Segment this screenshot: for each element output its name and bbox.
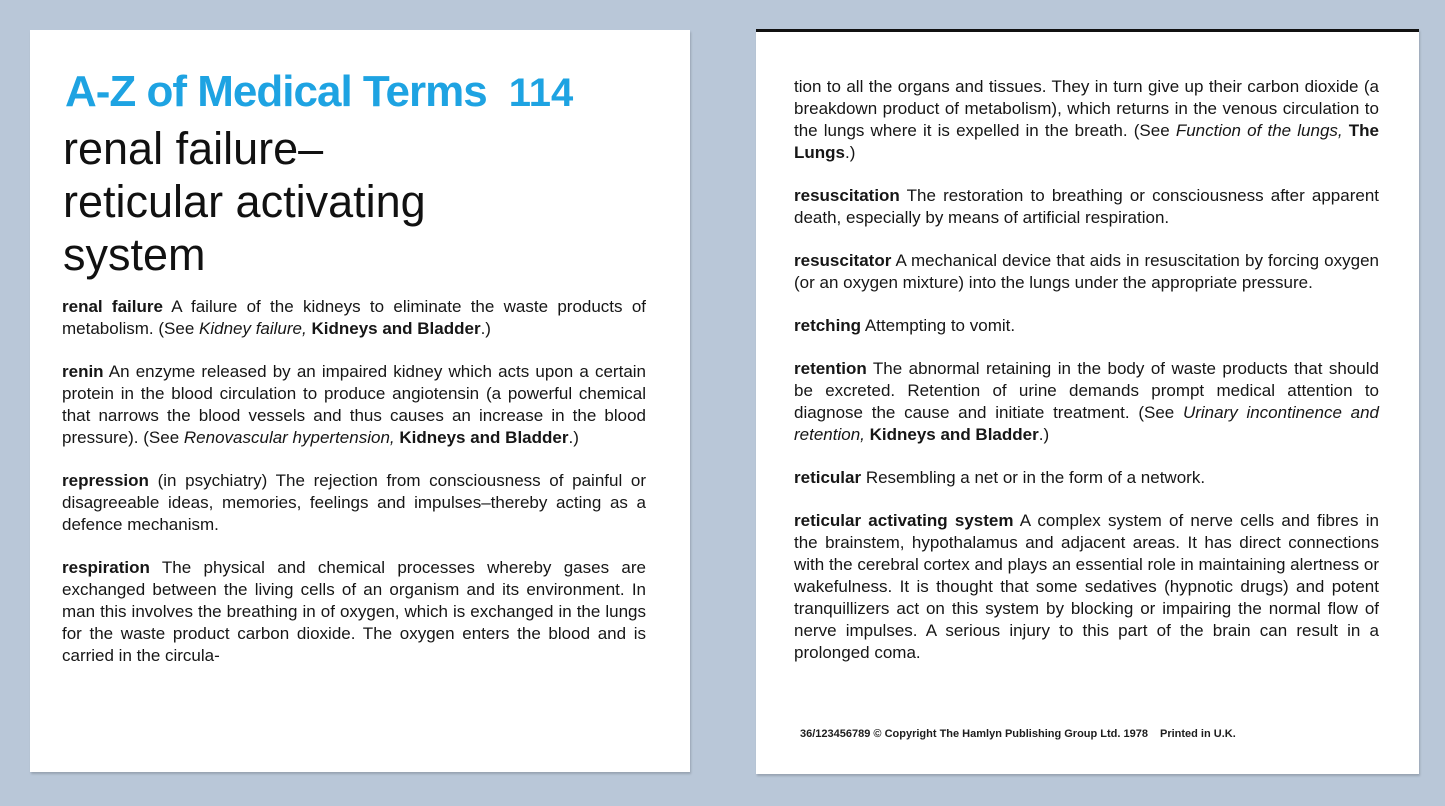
entry-definition: An enzyme released by an impaired kidney which acts upon a certain protein in the blood circulation to produce angiotensin (a powerful chemical that narrows the blood vessels and thus causes an increase in the blood pressure). (See: [62, 362, 646, 447]
copyright-footer: [800, 728, 1236, 740]
entry-term: respiration: [62, 558, 150, 577]
copyright-text: 36/123456789 © Copyright The Hamlyn Publishing Group Ltd. 1978: [800, 728, 1148, 740]
card-back: [756, 29, 1419, 774]
entry-end: .): [480, 319, 491, 338]
entry-definition: Resembling a net or in the form of a network.: [861, 468, 1206, 487]
glossary-entry: [62, 296, 646, 340]
entry-definition: A complex system of nerve cells and fibres in the brainstem, hypothalamus and adjacent areas. It has direct connections with the cerebral cortex and plays an essential role in maintaining alertness or wakefulness. It is thought that some sedatives (hypnotic drugs) and potent tranquillizers act on this system by blocking or impairing the normal flow of nerve impulses. A serious injury to this part of the brain can result in a prolonged coma.: [794, 511, 1380, 662]
entry-term: reticular activating system: [794, 511, 1014, 530]
entry-definition: The abnormal retaining in the body of waste products that should be excreted. Retention of urine demands prompt medical attention to diagnose the cause and initiate treatment. (See: [794, 359, 1379, 422]
range-title-line: system: [63, 229, 206, 280]
entry-term: repression: [62, 471, 149, 490]
entry-definition: A failure of the kidneys to eliminate the waste products of metabolism. (See: [62, 297, 647, 338]
entry-definition: (in psychiatry) The rejection from consciousness of painful or disagreeable ideas, memories, feelings and impulses–thereby acting as a defence mechanism.: [62, 471, 646, 534]
entry-definition: The physical and chemical processes whereby gases are exchanged between the living cells of an organism and its environment. In man this involves the breathing in of oxygen, which is exchanged in the lungs for the waste product carbon dioxide. The oxygen enters the blood and is carried in the circula-: [62, 558, 646, 665]
glossary-entry: [794, 185, 1379, 229]
entry-term: resuscitation: [794, 186, 900, 205]
see-reference-italic: Urinary incontinence and retention,: [794, 403, 1379, 444]
glossary-entry: [62, 470, 646, 536]
glossary-entry: [62, 557, 646, 667]
entry-term: retching: [794, 316, 862, 335]
see-reference-italic: Kidney failure,: [199, 319, 307, 338]
entry-definition: The restoration to breathing or consciousness after apparent death, especially by means of artificial respiration.: [794, 186, 1379, 227]
entry-end: .): [845, 143, 856, 162]
see-reference-bold: Kidneys and Bladder: [869, 425, 1039, 444]
series-title-text: A-Z of Medical Terms: [65, 67, 487, 116]
entry-term: retention: [794, 359, 867, 378]
glossary-entry: [794, 315, 1379, 337]
card-front: [30, 30, 690, 772]
see-reference-bold: Kidneys and Bladder: [399, 428, 569, 447]
entry-end: .): [1038, 425, 1050, 444]
entry-definition: Attempting to vomit.: [861, 316, 1016, 335]
glossary-entry: [794, 250, 1379, 294]
front-entries: [62, 296, 646, 688]
entry-term: renin: [62, 362, 104, 381]
card-number: 114: [508, 71, 574, 115]
see-reference-bold: The Lungs: [794, 121, 1380, 162]
entry-term: renal failure: [62, 297, 163, 316]
glossary-entry: [794, 467, 1379, 489]
range-title: [63, 122, 663, 281]
continued-entry: [794, 76, 1379, 164]
series-title: [65, 67, 574, 116]
back-entries: [794, 76, 1379, 685]
range-title-line: renal failure–: [63, 123, 324, 174]
glossary-entry: [794, 510, 1379, 664]
glossary-entry: [794, 358, 1379, 446]
entry-definition: tion to all the organs and tissues. They in turn give up their carbon dioxide (a breakdown product of metabolism), which returns in the venous circulation to the lungs where it is expelled in the breath. (See: [794, 77, 1379, 140]
range-title-line: reticular activating: [63, 176, 426, 227]
entry-definition: A mechanical device that aids in resuscitation by forcing oxygen (or an oxygen mixture) into the lungs under the appropriate pressure.: [794, 251, 1379, 292]
entry-end: .): [568, 428, 579, 447]
glossary-entry: [62, 361, 646, 449]
see-reference-italic: Renovascular hypertension,: [183, 428, 395, 447]
entry-term: reticular: [794, 468, 862, 487]
see-reference-bold: Kidneys and Bladder: [311, 319, 481, 338]
see-reference-italic: Function of the lungs,: [1175, 121, 1343, 140]
entry-term: resuscitator: [794, 251, 892, 270]
printed-in-text: Printed in U.K.: [1159, 728, 1236, 740]
